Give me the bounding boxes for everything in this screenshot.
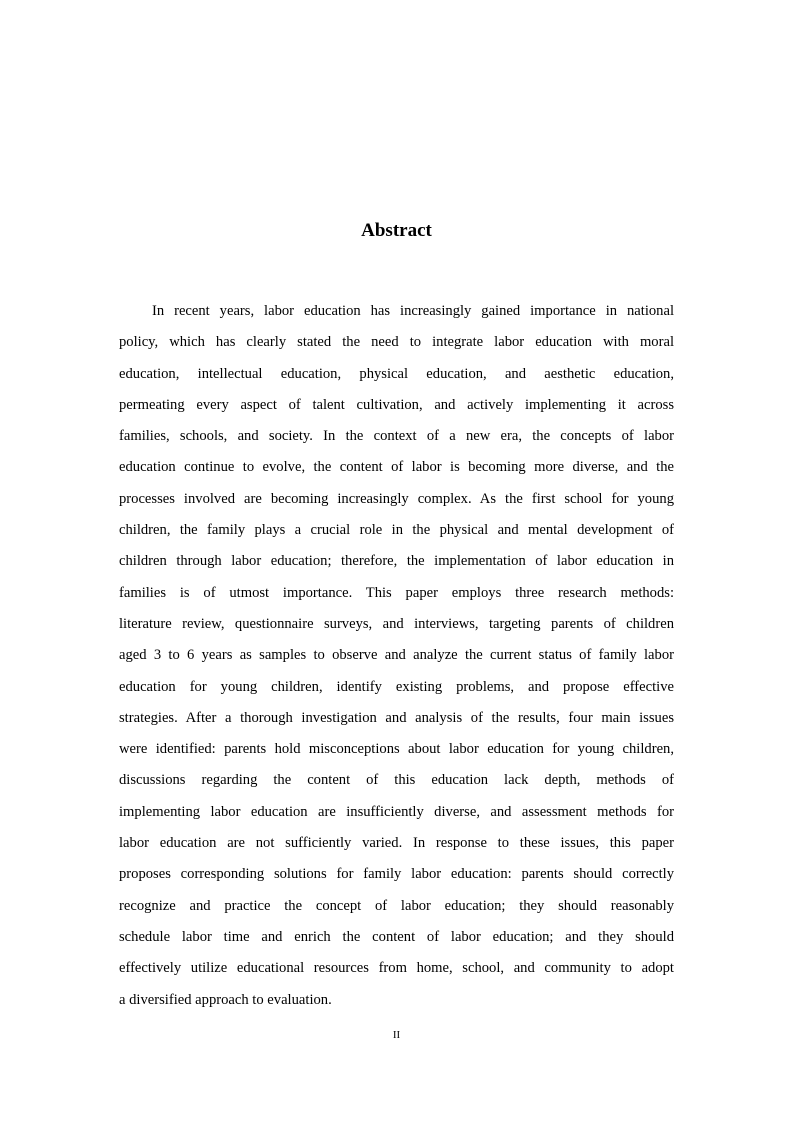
abstract-line: education continue to evolve, the content of labor is becoming more diverse, and the	[119, 459, 674, 476]
abstract-line: strategies. After a thorough investigation and analysis of the results, four main issues	[119, 709, 674, 726]
abstract-line: literature review, questionnaire surveys, and interviews, targeting parents of children	[119, 615, 674, 632]
abstract-line: permeating every aspect of talent cultivation, and actively implementing it across	[119, 396, 674, 413]
abstract-line: labor education are not sufficiently varied. In response to these issues, this paper	[119, 835, 674, 852]
abstract-line: discussions regarding the content of this education lack depth, methods of	[119, 772, 674, 789]
abstract-line: recognize and practice the concept of labor education; they should reasonably	[119, 897, 674, 914]
abstract-line: In recent years, labor education has increasingly gained importance in national	[152, 303, 674, 319]
abstract-line: were identified: parents hold misconceptions about labor education for young children,	[119, 741, 674, 758]
abstract-line: education, intellectual education, physical education, and aesthetic education,	[119, 365, 674, 382]
abstract-line: proposes corresponding solutions for family labor education: parents should correctly	[119, 866, 674, 883]
abstract-line: schedule labor time and enrich the content of labor education; and they should	[119, 928, 674, 945]
abstract-line: families is of utmost importance. This paper employs three research methods:	[119, 584, 674, 601]
abstract-line: children, the family plays a crucial role in the physical and mental development of	[119, 522, 674, 539]
abstract-line: implementing labor education are insufficiently diverse, and assessment methods for	[119, 803, 674, 820]
abstract-line: children through labor education; therefore, the implementation of labor education in	[119, 553, 674, 570]
abstract-line: policy, which has clearly stated the need to integrate labor education with moral	[119, 334, 674, 351]
abstract-line: aged 3 to 6 years as samples to observe and analyze the current status of family labor	[119, 647, 674, 664]
page-number: II	[392, 1029, 401, 1041]
abstract-body	[119, 296, 674, 1016]
abstract-line: education for young children, identify existing problems, and propose effective	[119, 678, 674, 695]
abstract-title: Abstract	[361, 220, 432, 241]
abstract-line: effectively utilize educational resources from home, school, and community to adopt	[119, 960, 674, 977]
abstract-line: processes involved are becoming increasingly complex. As the first school for young	[119, 490, 674, 507]
abstract-line: families, schools, and society. In the context of a new era, the concepts of labor	[119, 428, 674, 445]
abstract-line: a diversified approach to evaluation.	[119, 991, 332, 1008]
